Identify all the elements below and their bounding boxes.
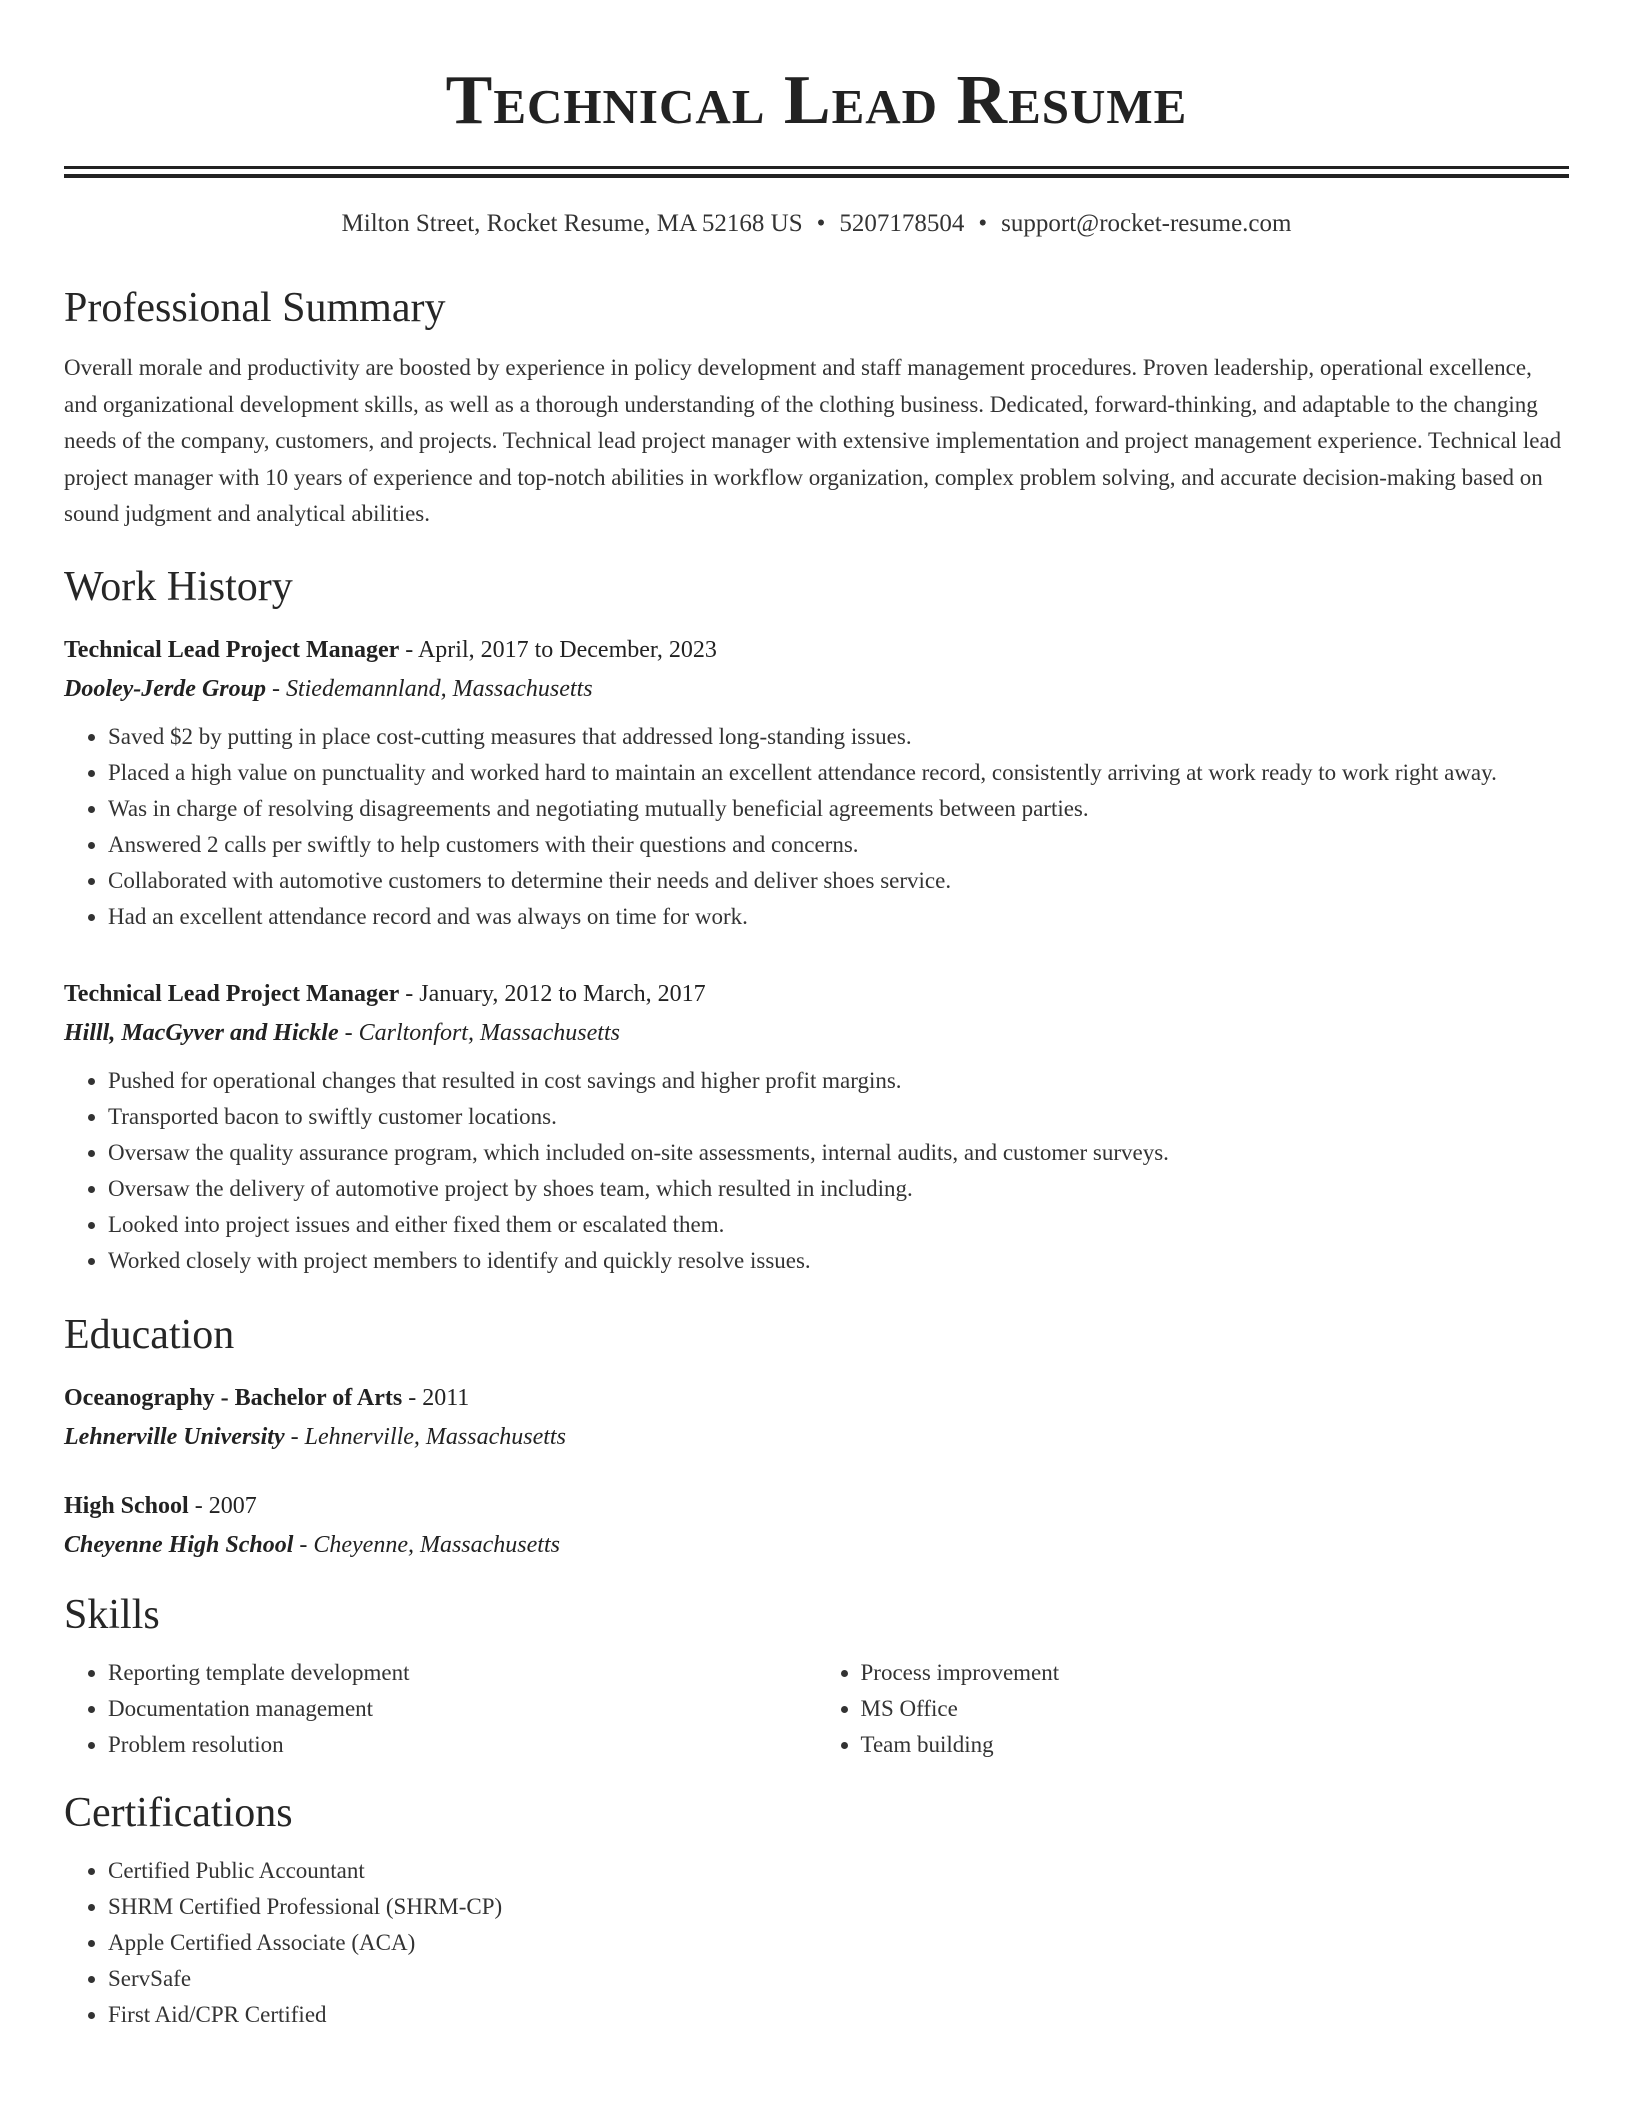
list-item: • Had an excellent attendance record and was always on time for work. xyxy=(108,899,1569,935)
education-entry xyxy=(64,1487,1569,1565)
job-entry xyxy=(64,975,1569,1279)
contact-line xyxy=(64,208,1569,240)
education-entry xyxy=(64,1379,1569,1457)
list-item: • Answered 2 calls per swiftly to help customers with their questions and concerns. xyxy=(108,827,1569,863)
job-title-line xyxy=(64,975,1569,1014)
certifications-heading: Certifications xyxy=(64,1789,293,1836)
skills-columns xyxy=(64,1655,1569,1763)
contact-separator: • xyxy=(978,210,988,237)
list-item: • Certified Public Accountant xyxy=(108,1853,1569,1889)
education-year: - 2007 xyxy=(188,1492,257,1519)
summary-text: Overall morale and productivity are boosted by experience in policy development and staff management procedures. Proven leadership, operational excellence, and organizational development skills, as well as a thorough understanding of the clothing business. Dedicated, forward-thinking, and adaptable to the changing needs of the company, customers, and projects. Technical lead project manager with extensive implementation and project management experience. Technical lead project manager with 10 years of experience and top-notch abilities in workflow organization, complex problem solving, and accurate decision-making based on sound judgment and analytical abilities. xyxy=(64,355,1562,526)
job-title: Technical Lead Project Manager xyxy=(64,980,400,1007)
education-year: - 2011 xyxy=(402,1384,470,1411)
list-item: • Worked closely with project members to identify and quickly resolve issues. xyxy=(108,1243,1569,1279)
list-item: • Pushed for operational changes that resulted in cost savings and higher profit margins. xyxy=(108,1063,1569,1099)
list-item: • Process improvement xyxy=(861,1655,1570,1691)
education-location: - Lehnerville, Massachusetts xyxy=(284,1423,566,1450)
contact-email: support@rocket-resume.com xyxy=(1001,210,1292,237)
job-title-line xyxy=(64,631,1569,670)
list-item: • SHRM Certified Professional (SHRM-CP) xyxy=(108,1889,1569,1925)
list-item: • Reporting template development xyxy=(108,1655,817,1691)
education-school: Lehnerville University xyxy=(64,1423,285,1450)
job-title: Technical Lead Project Manager xyxy=(64,636,400,663)
job-location: - Stiedemannland, Massachusetts xyxy=(265,675,593,702)
job-company: Dooley-Jerde Group xyxy=(64,675,266,702)
list-item: • Documentation management xyxy=(108,1691,817,1727)
list-item: • Apple Certified Associate (ACA) xyxy=(108,1925,1569,1961)
list-item: • Saved $2 by putting in place cost-cutting measures that addressed long-standing issues. xyxy=(108,719,1569,755)
list-item: • Oversaw the delivery of automotive project by shoes team, which resulted in including. xyxy=(108,1171,1569,1207)
summary-heading: Professional Summary xyxy=(64,285,446,331)
job-location: - Carltonfort, Massachusetts xyxy=(338,1019,620,1046)
list-item: • Looked into project issues and either fixed them or escalated them. xyxy=(108,1207,1569,1243)
list-item: • First Aid/CPR Certified xyxy=(108,1997,1569,2033)
education-degree-line xyxy=(64,1379,1569,1418)
contact-address: Milton Street, Rocket Resume, MA 52168 US xyxy=(341,210,803,237)
skills-list-right xyxy=(817,1655,1570,1763)
skills-list-left xyxy=(64,1655,817,1763)
list-item: • Oversaw the quality assurance program, which included on-site assessments, internal audits, and customer surveys. xyxy=(108,1135,1569,1171)
skills-heading: Skills xyxy=(64,1591,160,1638)
education-degree: High School xyxy=(64,1492,189,1519)
education-degree: Oceanography - Bachelor of Arts xyxy=(64,1384,403,1411)
list-item: • Placed a high value on punctuality and worked hard to maintain an excellent attendance record, consistently arriving at work ready to work right away. xyxy=(108,755,1569,791)
title-divider xyxy=(64,166,1569,178)
list-item: • Team building xyxy=(861,1727,1570,1763)
job-dates: - April, 2017 to December, 2023 xyxy=(399,636,717,663)
list-item: • MS Office xyxy=(861,1691,1570,1727)
job-dates: - January, 2012 to March, 2017 xyxy=(399,980,706,1007)
education-location: - Cheyenne, Massachusetts xyxy=(293,1531,560,1558)
list-item: • ServSafe xyxy=(108,1961,1569,1997)
list-item: • Was in charge of resolving disagreements and negotiating mutually beneficial agreements between parties. xyxy=(108,791,1569,827)
job-company-line xyxy=(64,1014,1569,1053)
job-company-line xyxy=(64,670,1569,709)
contact-separator: • xyxy=(816,210,826,237)
list-item: • Transported bacon to swiftly customer locations. xyxy=(108,1099,1569,1135)
job-entry xyxy=(64,631,1569,935)
resume-title: Technical Lead Resume xyxy=(445,62,1188,139)
job-bullets xyxy=(64,1063,1569,1279)
education-degree-line xyxy=(64,1487,1569,1526)
education-school-line xyxy=(64,1526,1569,1565)
list-item: • Collaborated with automotive customers to determine their needs and deliver shoes service. xyxy=(108,863,1569,899)
education-school: Cheyenne High School xyxy=(64,1531,294,1558)
education-heading: Education xyxy=(64,1311,235,1358)
contact-phone: 5207178504 xyxy=(839,210,965,237)
job-company: Hilll, MacGyver and Hickle xyxy=(64,1019,339,1046)
list-item: • Problem resolution xyxy=(108,1727,817,1763)
education-school-line xyxy=(64,1418,1569,1457)
job-bullets xyxy=(64,719,1569,935)
resume-page xyxy=(64,0,1569,2033)
certifications-list xyxy=(64,1853,1569,2033)
work-history-heading: Work History xyxy=(64,563,293,610)
